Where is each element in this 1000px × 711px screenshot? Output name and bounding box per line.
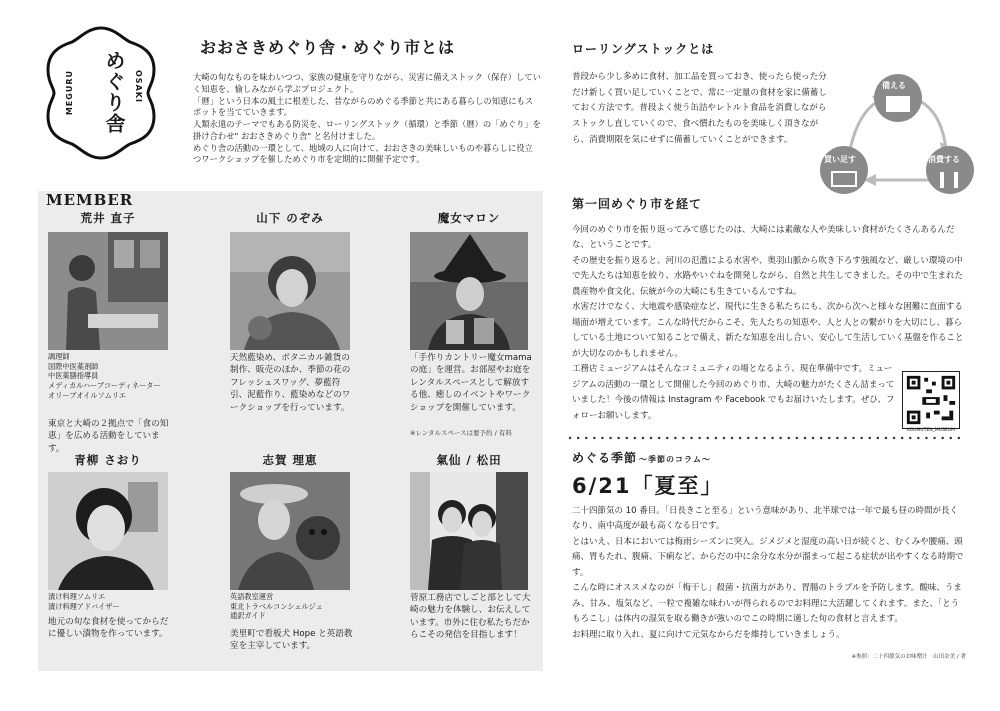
dotted-divider [568, 434, 964, 442]
member-name: 魔女マロン [437, 211, 501, 225]
first-market-heading: 第一回めぐり市を経て [572, 197, 703, 211]
intro-text [193, 72, 541, 166]
member-title: 中医薬膳指導員 [48, 371, 99, 381]
season-paragraph: 二十四節気の 10 番目。「日長きこと至る」という意味があり、北半球では一年で最も昼の時間が長くなり、南中高度が最も高くなる日です。 [572, 506, 958, 532]
season-paragraph: お料理に取り入れ、夏に向けて元気なからだを維持していきましょう。 [572, 629, 845, 640]
season-title: 6/21「夏至」 [572, 474, 724, 498]
member-heading: MEMBER [46, 191, 134, 209]
member-photo [230, 472, 350, 590]
member-title: メディカルハーブコーディネーター [48, 381, 161, 391]
member-title: 漬け料理ソムリエ [48, 592, 106, 601]
member-photo [230, 232, 350, 350]
member-desc: 菅原工務店でしごと部として大崎の魅力を体験し、お伝えしています。市外に住む私たちだからこその発信を目指します！ [410, 593, 531, 641]
member-name: 青柳 さおり [74, 453, 142, 467]
intro-paragraph: めぐり舎の活動の一環として、地域の人に向けて、おおさきの美味しいものや暮らしに役立つワークショップを催しためぐり市を定期的に開催予定です。 [193, 142, 533, 165]
member-title: 国際中医薬剤師 [48, 361, 99, 371]
logo-left-text: MEGURU [65, 70, 74, 116]
member-title: 英語教室運営 [230, 592, 274, 601]
member-desc: 「手作りカントリー魔女mama の庭」を運営。お部屋やお庭をレンタルスペースとして解放する他、癒しのイベントやワークショップを開催しています。 [410, 353, 532, 413]
member-title: 調理師 [48, 352, 70, 361]
member-photo [48, 472, 168, 590]
season-heading-text: めぐる季節 [572, 451, 638, 465]
member-note: ※レンタルスペースは要予約 / 有料 [410, 429, 512, 437]
member-name: 荒井 直子 [80, 211, 136, 225]
intro-paragraph: 人類永遠のテーマでもある防災を、ローリングストック（循環）と季節（暦）の「めぐり」を掛け合わせ" おおさきめぐり舎" と名付けました。 [193, 119, 541, 141]
member-photo [410, 232, 528, 350]
member-desc: 天然藍染め、ボタニカル雑貨の制作、販売のほか、季節の花のフレッシュスワッグ、夢藍符引、泥藍作り、藍染めなどのワークショップを行っています。 [230, 353, 351, 413]
cycle-label-replenish: 買い足す [824, 155, 856, 164]
logo-right-text: OSAKI [134, 70, 143, 103]
member-titles [48, 592, 173, 611]
cycle-label-consume: 消費する [928, 155, 960, 164]
first-market-paragraph: 今回のめぐり市を振り返ってみて感じたのは、大崎には素敵な人や美味しい食材がたくさんあるんだな、ということです。 [572, 225, 955, 251]
season-heading [572, 449, 711, 467]
member-name: 志賀 理恵 [262, 453, 318, 467]
member-desc: 東京と大崎の２拠点で「食の知恵」を広める活動をしています。 [48, 419, 169, 454]
first-market-paragraph: その歴史を振り返ると、河川の氾濫による水害や、奥羽山脈から吹き下ろす強風など、厳しい環境の中で先人たちは知恵を絞り、水路やいぐねを開発しながら、自然と共生してきました。その中で生まれた農産物や食文化、伝統が今の大崎にも生きているんですね。 [572, 255, 964, 297]
logo-main-text: めぐり舎 [102, 50, 126, 134]
meguri-logo [44, 24, 158, 162]
member-title: 東北トラベルコンシェルジュ [230, 601, 323, 611]
page-title: おおさきめぐり舎・めぐり市とは [200, 38, 456, 57]
season-subheading: ～季節のコラム～ [639, 455, 711, 464]
intro-paragraph: 大崎の旬なものを味わいつつ、家族の健康を守りながら、災害に備えストック（保存）していく知恵を、愉しみながら学ぶプロジェクト。 [193, 72, 541, 94]
member-desc: 美里町で看板犬 Hope と英語教室を主宰しています。 [230, 629, 353, 652]
season-paragraph: とはいえ、日本においては梅雨シーズンに突入。ジメジメと湿度の高い日が続くと、むくみや腰痛、頭痛、胃もたれ、腹痛、下痢など、からだの中に余分な水分が溜まって起こる症状が出やすくなる時期です。 [572, 536, 964, 578]
qr-label: KOUMUTEN_MUSEUM [907, 428, 955, 433]
rolling-stock-text: 普段から少し多めに食材、加工品を買っておき、使ったら使った分だけ新しく買い足していくことで、常に一定量の食材を家に備蓄しておく方法です。普段よく使う缶詰やレトルト食品を消費しながらストックし直していくので、食べ慣れたものを美味しく頂きながら、消費期限を気にせずに備蓄していくことができます。 [572, 72, 827, 145]
member-name: 山下 のぞみ [256, 211, 324, 225]
season-reference: ※参照：二十四節気のお味噌汁 山田奈美 / 著 [851, 654, 966, 660]
member-title: オリーブオイルソムリエ [48, 390, 127, 400]
rolling-stock-heading: ローリングストックとは [572, 42, 715, 56]
member-title: 漬け料理アドバイザー [48, 601, 120, 611]
member-photo [48, 232, 168, 350]
first-market-paragraph: 工務店ミュージアムはそんなコミュニティの場となるよう、現在準備中です。ミュージアムの活動の一環として開催した今回のめぐり市、大崎の魅力がたくさん詰まっていました！今後の情報は Instagram や Facebook でもお届けいたします。ぜひ、フォローお願いします。 [572, 364, 895, 421]
member-titles [230, 592, 355, 621]
rolling-stock-cycle-diagram [818, 72, 978, 202]
cycle-label-prepare: 備える [882, 81, 906, 90]
member-titles [48, 352, 173, 401]
member-photo [410, 472, 528, 590]
member-title: 通訳ガイド [230, 611, 266, 621]
season-text [572, 504, 966, 643]
qr-code[interactable] [902, 371, 960, 429]
season-paragraph: こんな時にオススメなのが「梅干し」殺菌・抗菌力があり、胃腸のトラブルを予防します。酸味、うまみ、甘み、塩気など、一粒で複雑な味わいが得られるのでお料理に大活躍してくれます。また、「とうもろこし」は体内の湿気を取る働きが強いのでこの時期に適した旬の食材と言えます。 [572, 583, 962, 625]
member-name: 氣仙 / 松田 [436, 453, 502, 467]
first-market-paragraph: 水害だけでなく、大地震や感染症など、現代に生きる私たちにも、次から次へと様々な困難に直面する場面が増えています。こんな時代だからこそ、先人たちの知恵や、人と人との繋がりを大切にし、暮らしている土地について知ることで備え、新たな知恵を出し合い、安心して生活していく基盤を作ることが大切なのかもしれません。 [572, 302, 964, 359]
member-desc: 地元の旬な食材を使ってからだに優しい漬物を作っています。 [48, 617, 169, 640]
intro-paragraph: 「暦」という日本の風土に根差した、昔ながらのめぐる季節と共にある暮らしの知恵にもスポットを当てていきます。 [193, 95, 534, 118]
